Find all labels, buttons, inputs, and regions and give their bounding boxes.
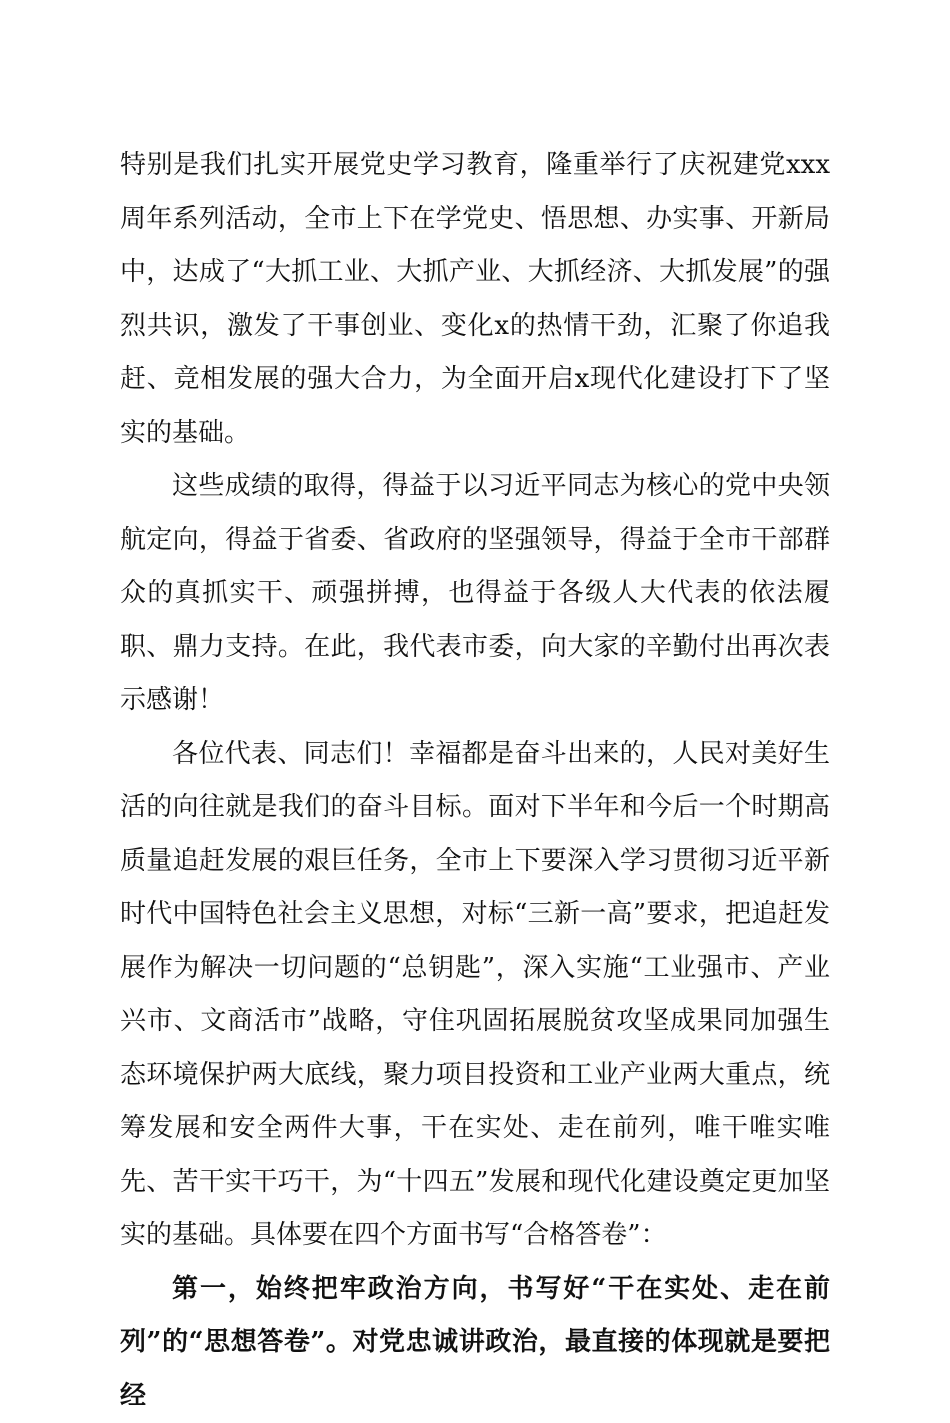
paragraph-tasks-overview: 各位代表、同志们！幸福都是奋斗出来的，人民对美好生活的向往就是我们的奋斗目标。面对下半年和今后一个时期高质量追赶发展的艰巨任务，全市上下要深入学习贯彻习近平新时代中国特色社会主义思想，对标“三新一高”要求，把追赶发展作为解决一切问题的“总钥匙”，深入实施“工业强市、产业兴市、文商活市”战略，守住巩固拓展脱贫攻坚成果同加强生态环境保护两大底线，聚力项目投资和工业产业两大重点，统筹发展和安全两件大事，干在实处、走在前列，唯干唯实唯先、苦干实干巧干，为“十四五”发展和现代化建设奠定更加坚实的基础。具体要在四个方面书写“合格答卷”： (120, 728, 830, 1263)
document-body (120, 139, 830, 1423)
paragraph-achievements-continued: 特别是我们扎实开展党史学习教育，隆重举行了庆祝建党xxx周年系列活动，全市上下在学党史、悟思想、办实事、开新局中，达成了“大抓工业、大抓产业、大抓经济、大抓发展”的强烈共识，激发了干事创业、变化x的热情干劲，汇聚了你追我赶、竞相发展的强大合力，为全面开启x现代化建设打下了坚实的基础。 (120, 139, 830, 460)
paragraph-acknowledgement: 这些成绩的取得，得益于以习近平同志为核心的党中央领航定向，得益于省委、省政府的坚强领导，得益于全市干部群众的真抓实干、顽强拼搏，也得益于各级人大代表的依法履职、鼎力支持。在此，我代表市委，向大家的辛勤付出再次表示感谢！ (120, 460, 830, 728)
paragraph-first-point: 第一，始终把牢政治方向，书写好“干在实处、走在前列”的“思想答卷”。对党忠诚讲政治，最直接的体现就是要把经 (120, 1263, 830, 1423)
